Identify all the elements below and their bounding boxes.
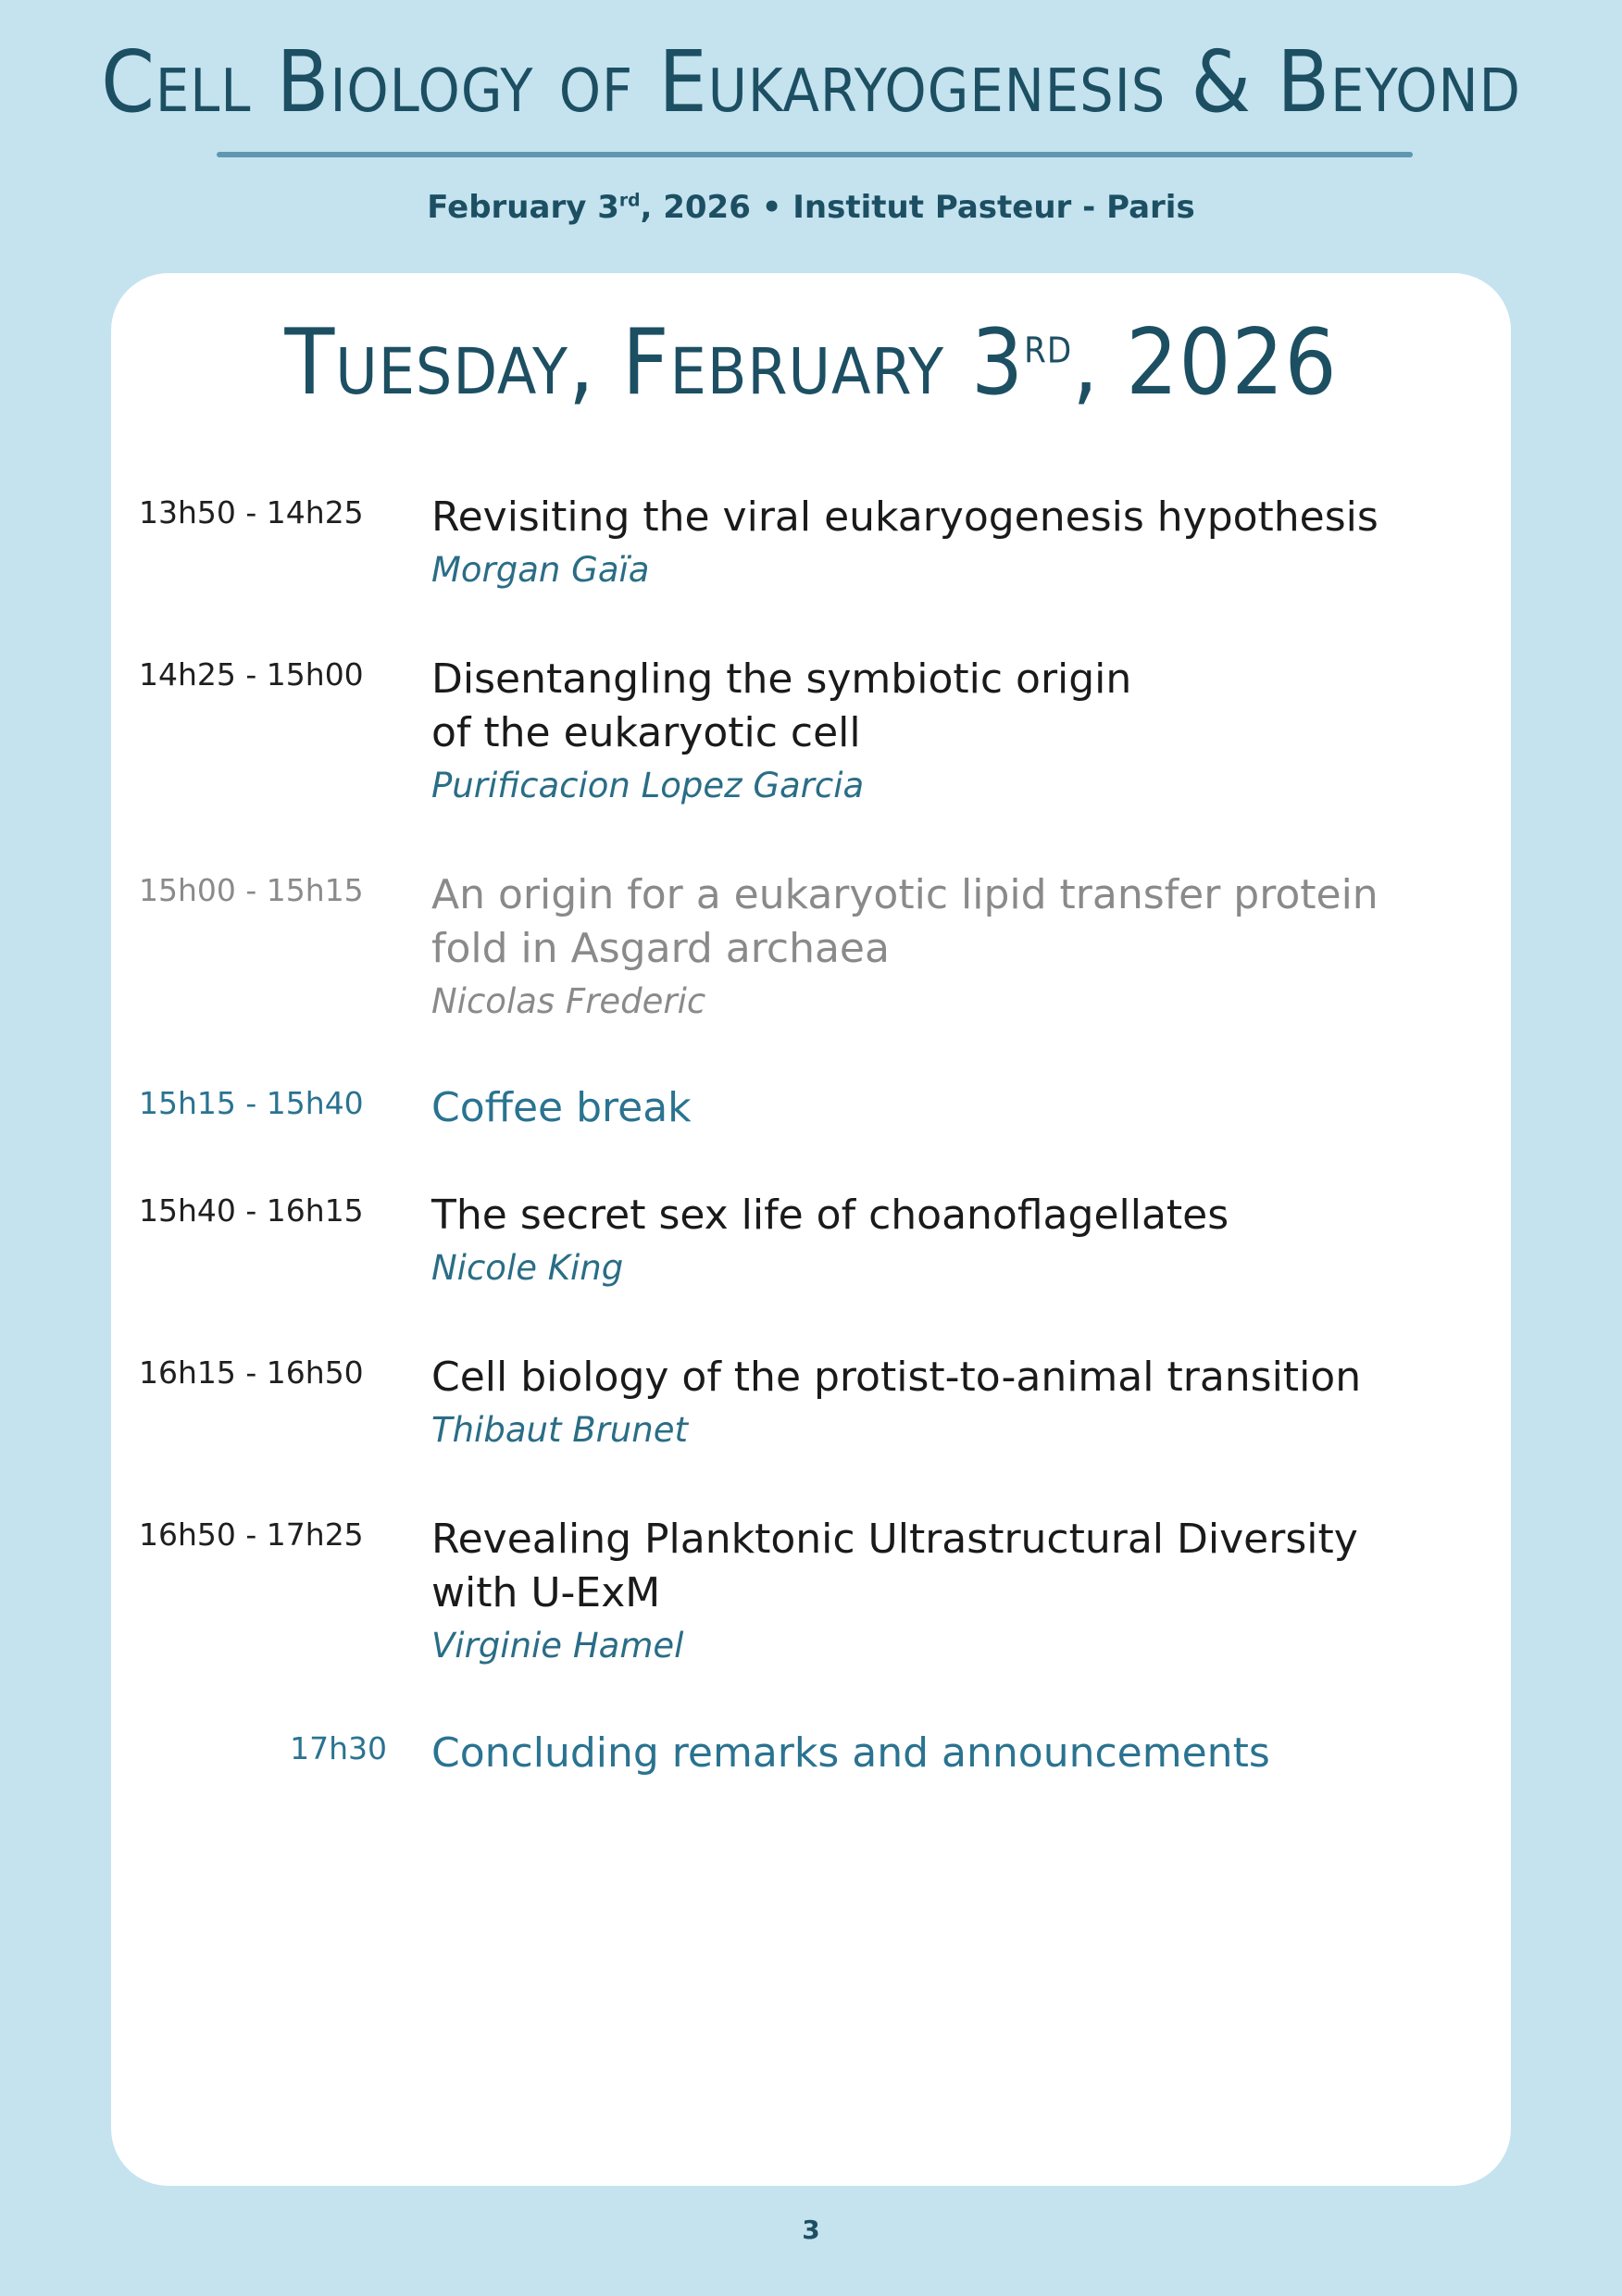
day-heading [0, 310, 1622, 416]
talk-title-line-1: Disentangling the symbiotic origin [431, 655, 1132, 703]
subtitle-date-suffix: rd [618, 191, 641, 211]
talk-speaker: Purificacion Lopez Garcia [431, 766, 865, 805]
talk-title-line-2: fold in Asgard archaea [431, 925, 890, 972]
talk-title-line-1: Revealing Planktonic Ultrastructural Diversity [431, 1516, 1358, 1563]
document-title: Cell Biology of Eukaryogenesis & Beyond [101, 32, 1521, 131]
talk-speaker: Nicolas Frederic [431, 981, 706, 1021]
talk [431, 868, 1468, 1026]
title-underline [217, 152, 1413, 157]
talk [431, 1189, 1468, 1292]
talk-title: The secret sex life of choanoflagellates [431, 1192, 1229, 1239]
day-heading-date: Tuesday, February 3 [284, 310, 1025, 416]
talk-title: Cell biology of the protist-to-animal transition [431, 1354, 1362, 1401]
session-time: 17h30 [290, 1730, 387, 1766]
talk [431, 1727, 1468, 1780]
talk-title-line-1: An origin for a eukaryotic lipid transfer protein [431, 871, 1379, 918]
talk-speaker: Virginie Hamel [431, 1626, 684, 1666]
break-title: Coffee break [431, 1084, 692, 1131]
day-heading-suffix: rd [1024, 316, 1073, 375]
subtitle-date: February 3 [427, 189, 619, 226]
talk-title-line-2: with U-ExM [431, 1569, 661, 1616]
session-time: 14h25 - 15h00 [139, 656, 364, 693]
talk-title-line-2: of the eukaryotic cell [431, 709, 861, 756]
session-time: 16h15 - 16h50 [139, 1354, 364, 1391]
session-time: 15h00 - 15h15 [139, 872, 364, 908]
session-time: 15h15 - 15h40 [139, 1085, 364, 1121]
talk-title: Revisiting the viral eukaryogenesis hypothesis [431, 493, 1379, 541]
talk [431, 653, 1468, 810]
event-subtitle [0, 189, 1622, 226]
session-time: 16h50 - 17h25 [139, 1516, 364, 1553]
closing-title: Concluding remarks and announcements [431, 1729, 1270, 1777]
session-time: 15h40 - 16h15 [139, 1192, 364, 1229]
talk [431, 1513, 1468, 1670]
day-heading-year: , 2026 [1072, 310, 1338, 416]
talk-speaker: Thibaut Brunet [431, 1410, 688, 1450]
talk-speaker: Morgan Gaïa [431, 550, 650, 590]
talk [431, 1081, 1468, 1135]
page-number: 3 [802, 2215, 820, 2245]
talk-speaker: Nicole King [431, 1248, 624, 1288]
session-time: 13h50 - 14h25 [139, 494, 364, 530]
subtitle-venue: , 2026 • Institut Pasteur - Paris [640, 189, 1195, 226]
talk [431, 491, 1468, 594]
talk [431, 1351, 1468, 1454]
